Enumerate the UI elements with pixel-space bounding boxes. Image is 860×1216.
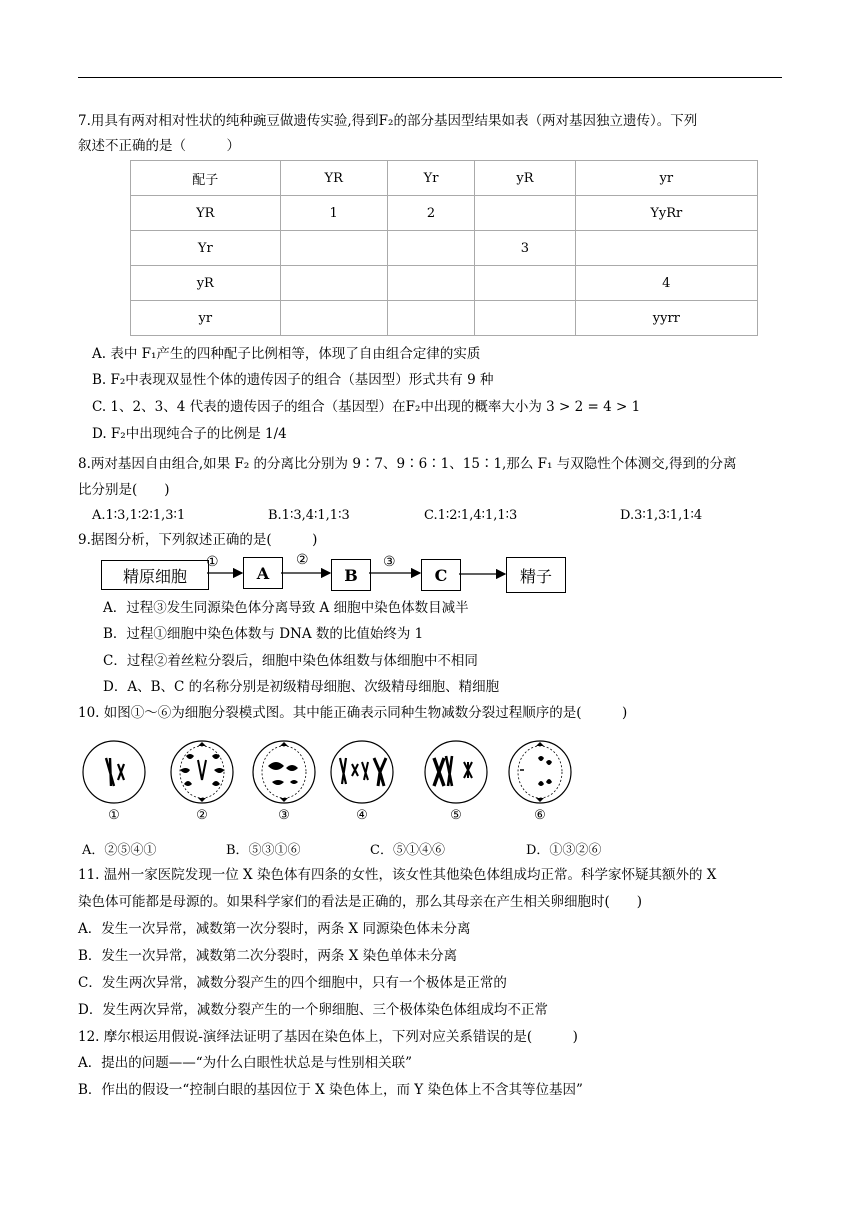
step-2-label: ② [296, 552, 309, 568]
q7-option-d: D. F₂中出现纯合子的比例是 1/4 [92, 426, 287, 442]
cell-figure-2 [168, 736, 236, 823]
cell-4-drawing [328, 736, 396, 806]
cell-figure-3 [250, 736, 318, 823]
q7-option-c: C. 1、2、3、4 代表的遗传因子的组合（基因型）在F₂中出现的概率大小为 3 > 2 = 4 > 1 [92, 399, 641, 415]
table-header-cell: Yr [387, 161, 474, 196]
q12-stem: 12. 摩尔根运用假说-演绎法证明了基因在染色体上，下列对应关系错误的是( ) [78, 1029, 578, 1045]
q10-option-c: C．⑤①④⑥ [370, 843, 445, 858]
table-cell: YR [131, 196, 281, 231]
cell-a-label: A [256, 563, 270, 583]
q11-stem-line1: 11. 温州一家医院发现一位 X 染色体有四条的女性，该女性其他染色体组成均正常。科学家怀疑其额外的 X [78, 867, 717, 883]
q9-option-d: D．A、B、C 的名称分别是初级精母细胞、次级精母细胞、精细胞 [103, 679, 500, 695]
q8-option-d: D.3∶1,3∶1,1∶4 [620, 508, 703, 523]
q7-stem-line1: 7.用具有两对相对性状的纯种豌豆做遗传实验,得到F₂的部分基因型结果如表（两对基因独立遗传）。下列 [78, 113, 698, 129]
q10-option-b: B．⑤③①⑥ [226, 843, 301, 858]
table-cell: 3 [475, 231, 575, 266]
cell-division-figures [80, 736, 600, 830]
q11-option-c: C．发生两次异常，减数分裂产生的四个细胞中，只有一个极体是正常的 [78, 975, 507, 991]
table-cell: yR [131, 266, 281, 301]
cell-figure-1 [80, 736, 148, 823]
cell-label-4: ④ [356, 808, 368, 823]
q10-stem: 10. 如图①～⑥为细胞分裂模式图。其中能正确表示同种生物减数分裂过程顺序的是( ) [78, 705, 628, 721]
table-cell: YyRr [575, 196, 757, 231]
cell-label-3: ③ [278, 808, 290, 823]
q8-option-b: B.1∶3,4∶1,1∶3 [268, 508, 350, 523]
cell-6-drawing [506, 736, 574, 806]
step-1-label: ① [206, 554, 219, 570]
table-cell: yyrr [575, 301, 757, 336]
q10-option-d: D．①③②⑥ [526, 843, 602, 858]
cell-2-drawing [168, 736, 236, 806]
q8-stem-line1: 8.两对基因自由组合,如果 F₂ 的分离比分别为 9∶7、9∶6∶1、15∶1,那么 F₁ 与双隐性个体测交,得到的分离 [78, 456, 737, 472]
table-cell: 4 [575, 266, 757, 301]
q7-stem-line2: 叙述不正确的是（ ） [78, 138, 240, 154]
table-cell: yr [131, 301, 281, 336]
spermatogonium-label: 精原细胞 [122, 566, 187, 586]
q8-stem-line2: 比分别是( ) [78, 482, 170, 498]
q7-option-a: A. 表中 F₁产生的四种配子比例相等，体现了自由组合定律的实质 [92, 346, 481, 362]
q9-option-c: C．过程②着丝粒分裂后，细胞中染色体组数与体细胞中不相同 [103, 653, 478, 669]
table-header-cell: 配子 [131, 161, 281, 196]
table-cell: 1 [280, 196, 387, 231]
table-header-cell: yR [475, 161, 575, 196]
q10-option-a: A．②⑤④① [82, 843, 157, 858]
sperm-label: 精子 [519, 566, 552, 586]
cell-figure-4 [328, 736, 396, 823]
cell-label-1: ① [108, 808, 120, 823]
cell-3-drawing [250, 736, 318, 806]
q11-option-a: A．发生一次异常，减数第一次分裂时，两条 X 同源染色体未分离 [78, 921, 471, 937]
q12-option-a: A．提出的问题——“为什么白眼性状总是与性别相关联” [78, 1055, 413, 1071]
cell-label-2: ② [196, 808, 208, 823]
q9-option-b: B．过程①细胞中染色体数与 DNA 数的比值始终为 1 [103, 626, 424, 642]
cell-c-label: C [434, 565, 448, 585]
q9-stem: 9.据图分析，下列叙述正确的是( ) [78, 532, 318, 548]
cell-label-5: ⑤ [450, 808, 462, 823]
table-header-cell: yr [575, 161, 757, 196]
table-header-cell: YR [280, 161, 387, 196]
cell-figure-5 [422, 736, 490, 823]
q12-option-b: B．作出的假设一“控制白眼的基因位于 X 染色体上，而 Y 染色体上不含其等位基因” [78, 1082, 583, 1098]
q11-option-b: B．发生一次异常，减数第二次分裂时，两条 X 染色单体未分离 [78, 948, 458, 964]
table-cell: 2 [387, 196, 474, 231]
q7-option-b: B. F₂中表现双显性个体的遗传因子的组合（基因型）形式共有 9 种 [92, 372, 494, 388]
step-3-label: ③ [383, 554, 396, 570]
table-cell: Yr [131, 231, 281, 266]
q9-option-a: A．过程③发生同源染色体分离导致 A 细胞中染色体数目减半 [103, 600, 469, 616]
cell-1-drawing [80, 736, 148, 806]
cell-figure-6 [506, 736, 574, 823]
q11-option-d: D．发生两次异常，减数分裂产生的一个卵细胞、三个极体染色体组成均不正常 [78, 1002, 548, 1018]
cell-b-label: B [344, 565, 358, 585]
q8-option-a: A.1∶3,1∶2∶1,3∶1 [92, 508, 186, 523]
cell-label-6: ⑥ [534, 808, 546, 823]
q11-stem-line2: 染色体可能都是母源的。如果科学家们的看法是正确的，那么其母亲在产生相关卵细胞时( ) [78, 894, 643, 910]
q8-option-c: C.1∶2∶1,4∶1,1∶3 [424, 508, 518, 523]
cell-5-drawing [422, 736, 490, 806]
